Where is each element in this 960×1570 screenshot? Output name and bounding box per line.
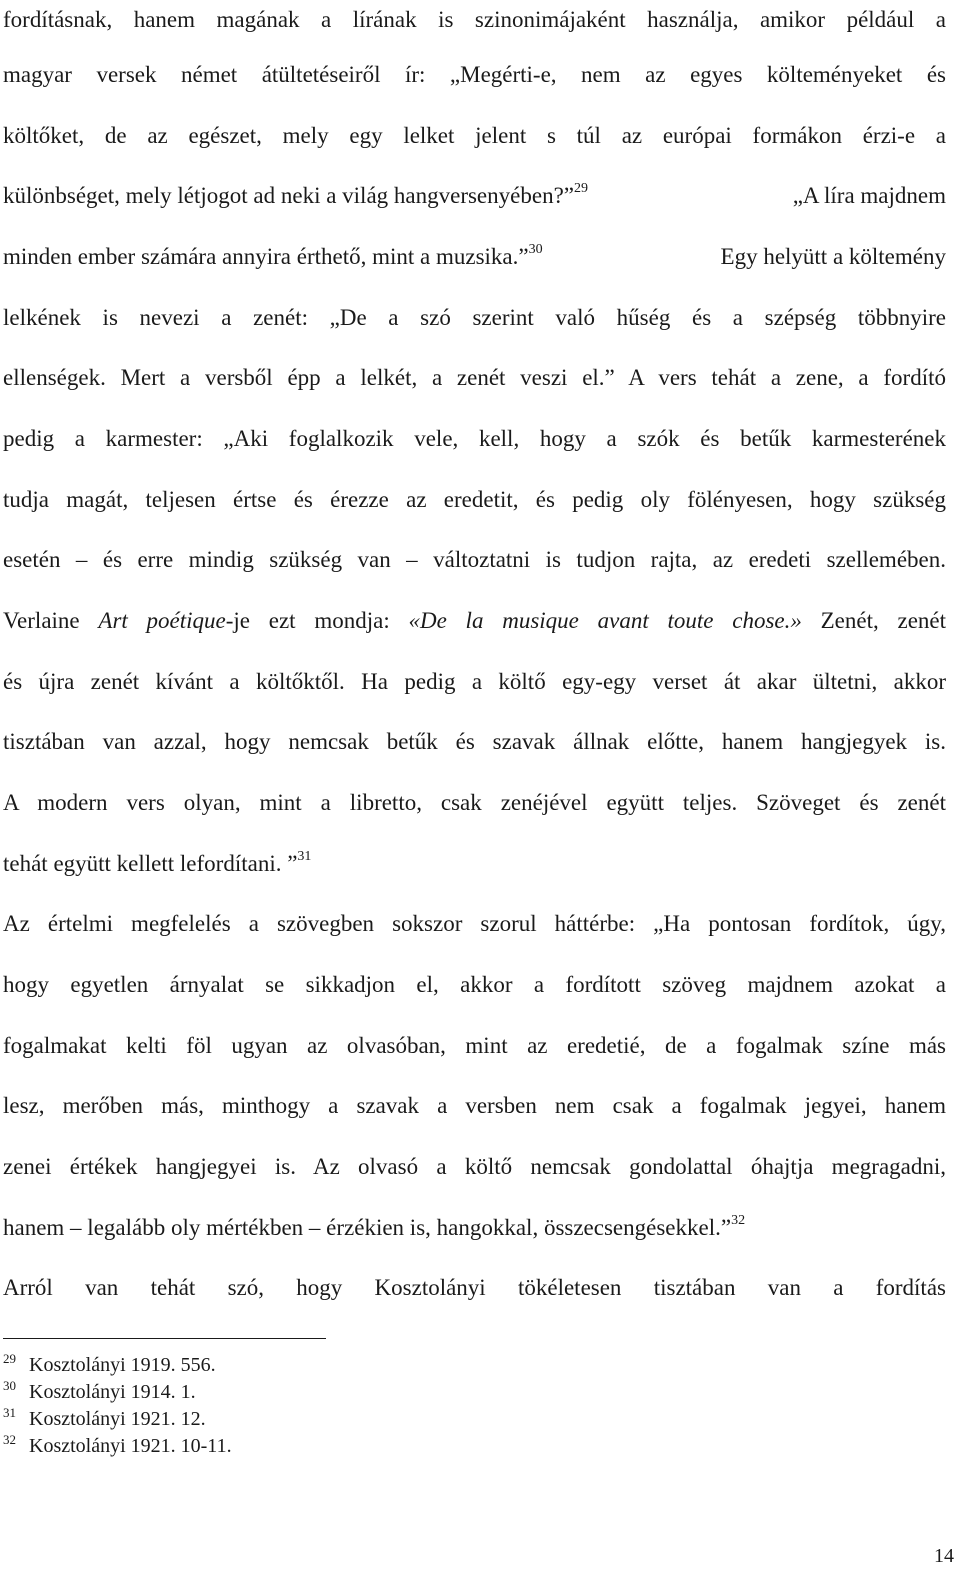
text-segment: minden ember számára annyira érthető, mint a muzsika.” (3, 244, 529, 269)
footnote-ref: 30 (528, 242, 543, 257)
text-segment: Egy helyütt a költemény (720, 244, 946, 269)
text-segment: tehát együtt kellett lefordítani. ” (3, 851, 298, 876)
text-segment: hanem – legalább oly mértékben – érzékien is, hangokkal, összecsengésekkel.” (3, 1215, 732, 1240)
footnote-separator (3, 1338, 326, 1339)
text-line: hogy egyetlen árnyalat se sikkadjon el, akkor a fordított szöveg majdnem azokat a (3, 972, 946, 997)
footnote-ref: 32 (731, 1213, 746, 1228)
footnote-ref: 31 (297, 849, 312, 864)
text-line: tisztában van azzal, hogy nemcsak betűk és szavak állnak előtte, hanem hangjegyek is. (3, 729, 946, 754)
footnote-text: Kosztolányi 1914. 1. (29, 1381, 196, 1403)
text-line: esetén – és erre mindig szükség van – változtatni is tudjon rajta, az eredeti szellemében. (3, 547, 946, 572)
text-line: A modern vers olyan, mint a libretto, csak zenéjével együtt teljes. Szöveget és zenét (3, 790, 946, 815)
footnote-ref: 29 (573, 181, 588, 196)
text-line: és újra zenét kívánt a költőktől. Ha pedig a költő egy-egy verset át akar ültetni, akkor (3, 669, 946, 694)
text-line: lelkének is nevezi a zenét: „De a szó szerint való hűség és a szépség többnyire (3, 305, 946, 330)
text-line (3, 1208, 946, 1248)
text-segment: -je ezt mondja: (225, 608, 409, 633)
text-line: lesz, merőben más, minthogy a szavak a versben nem csak a fogalmak jegyei, hanem (3, 1093, 946, 1118)
text-line: magyar versek német átültetéseiről ír: „Megérti-e, nem az egyes költeményeket és (3, 62, 946, 87)
text-segment: Zenét, zenét (801, 608, 946, 633)
text-line: Arról van tehát szó, hogy Kosztolányi tökéletesen tisztában van a fordítás (3, 1275, 946, 1300)
footnote: 31 Kosztolányi 1921. 12. (3, 1405, 206, 1430)
text-line: költőket, de az egészet, mely egy lelket jelent s túl az európai formákon érzi-e a (3, 123, 946, 148)
italic-quote: «De la musique avant toute chose.» (408, 608, 802, 633)
text-line: fogalmakat kelti föl ugyan az olvasóban, mint az eredetié, de a fogalmak színe más (3, 1033, 946, 1058)
text-segment: különbséget, mely létjogot ad neki a világ hangversenyében?” (3, 183, 574, 208)
text-line (3, 237, 946, 277)
footnote: 32 Kosztolányi 1921. 10-11. (3, 1432, 232, 1457)
text-line (3, 844, 946, 884)
text-line: ellenségek. Mert a versből épp a lelkét, a zenét veszi el.” A vers tehát a zene, a fordító (3, 365, 946, 390)
text-segment: „A líra majdnem (792, 183, 946, 208)
text-line (3, 176, 946, 216)
footnote: 30 Kosztolányi 1914. 1. (3, 1378, 196, 1403)
text-line: tudja magát, teljesen értse és érezze az eredetit, és pedig oly fölényesen, hogy szükség (3, 487, 946, 512)
text-line: pedig a karmester: „Aki foglalkozik vele, kell, hogy a szók és betűk karmesterének (3, 426, 946, 451)
footnote-text: Kosztolányi 1919. 556. (29, 1354, 216, 1376)
footnote-text: Kosztolányi 1921. 10-11. (29, 1435, 232, 1457)
text-line: Az értelmi megfelelés a szövegben sokszor szorul háttérbe: „Ha pontosan fordítok, úgy, (3, 911, 946, 936)
italic-title: Art poétique (98, 608, 226, 633)
page-number: 14 (934, 1545, 954, 1567)
text-line: fordításnak, hanem magának a lírának is szinonimájaként használja, amikor például a (3, 7, 946, 32)
text-segment: Verlaine (3, 608, 99, 633)
footnote: 29 Kosztolányi 1919. 556. (3, 1351, 216, 1376)
footnote-text: Kosztolányi 1921. 12. (29, 1408, 206, 1430)
text-line (3, 601, 946, 641)
text-line: zenei értékek hangjegyei is. Az olvasó a költő nemcsak gondolattal óhajtja megragadni, (3, 1154, 946, 1179)
